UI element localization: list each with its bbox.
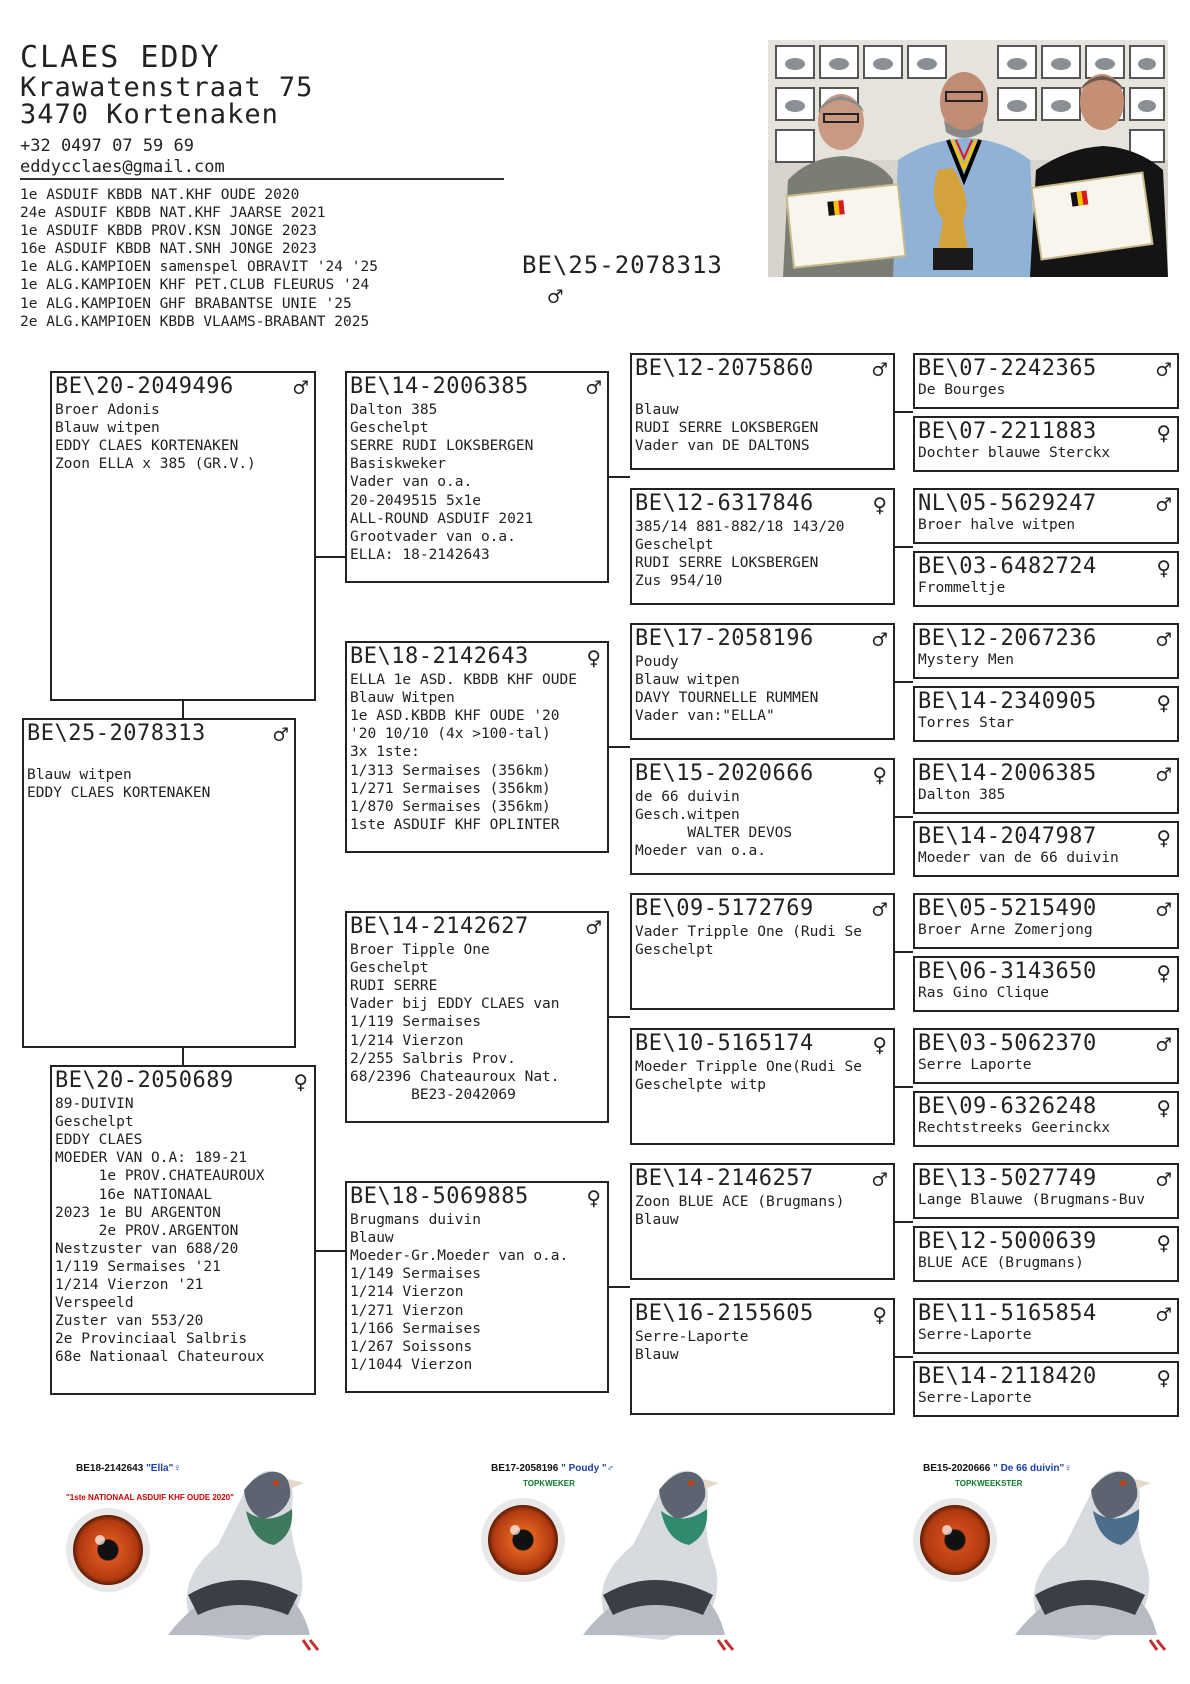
male-symbol-icon: ♂ [872,356,887,384]
pigeon-detail-line: Broer Arne Zomerjong [918,922,1093,938]
great-great-grandparent-box [913,758,1179,814]
card-ring: BE15-2020666 [923,1463,991,1474]
owner-phone: +32 0497 07 59 69 [20,136,194,156]
connector-line [182,701,184,718]
connector-line [316,556,345,558]
pigeon-detail-line: Blauw [635,1347,679,1364]
great-great-grandparent-box [913,1361,1179,1417]
pigeon-detail-line: 1/119 Sermaises [350,1014,481,1031]
connector-line [895,951,913,953]
great-great-grandparent-box [913,821,1179,877]
pigeon-detail-line: SERRE RUDI LOKSBERGEN [350,438,534,455]
pigeon-detail-line: 3x 1ste: [350,744,420,761]
connector-line [609,746,630,748]
pigeon-detail-line: Nestzuster van 688/20 [55,1240,239,1257]
pigeon-detail-line: Vader Tripple One (Rudi Se [635,924,862,940]
pigeon-detail-line: Serre-Laporte [918,1327,1032,1343]
pigeon-card [48,1445,348,1660]
male-symbol-icon: ♂ [1156,761,1171,789]
pigeon-detail-line: Moeder van o.a. [635,843,766,860]
pigeon-detail-line: 68e Nationaal Chateuroux [55,1349,265,1366]
ring-number: BE\12-2067236 [918,626,1097,651]
ring-number: BE\25-2078313 [27,721,206,746]
card-ring: BE17-2058196 [491,1463,559,1474]
female-symbol-icon: ♀ [293,1068,308,1096]
pigeon-detail-line: Blauw witpen [635,672,740,689]
main-ring-number: BE\25-2078313 [522,251,723,279]
pigeon-detail-line: 1/271 Vierzon [350,1302,464,1319]
pigeon-detail-line: Vader van o.a. [350,474,473,491]
pigeon-detail-line: RUDI SERRE [350,978,438,995]
pigeon-detail-line: 2e PROV.ARGENTON [55,1222,239,1239]
connector-line [895,681,913,683]
ring-number: BE\17-2058196 [635,626,814,651]
connector-line [895,546,913,548]
male-symbol-icon: ♂ [1156,896,1171,924]
female-symbol-icon: ♀ [1156,1229,1171,1257]
pigeon-detail-line: Zoon ELLA x 385 (GR.V.) [55,456,256,473]
header-divider [20,178,504,180]
pigeon-detail-line: 1/214 Vierzon '21 [55,1277,204,1293]
achievement-item: 16e ASDUIF KBDB NAT.SNH JONGE 2023 [20,241,317,258]
connector-line [609,476,630,478]
pigeon-detail-line: 1/1044 Vierzon [350,1356,473,1373]
male-symbol-icon: ♂ [293,374,308,402]
ring-number: BE\16-2155605 [635,1301,814,1326]
pigeon-detail-line: Ras Gino Clique [918,985,1049,1001]
pigeon-card [895,1445,1190,1660]
pigeon-detail-line: 385/14 881-882/18 143/20 [635,519,845,535]
ring-number: BE\13-5027749 [918,1166,1097,1191]
achievements-list [20,186,378,331]
great-grandparent-box [630,1028,895,1145]
achievement-item: 1e ALG.KAMPIOEN GHF BRABANTSE UNIE '25 [20,295,352,312]
female-symbol-icon: ♀ [1156,554,1171,582]
ring-number: BE\18-2142643 [350,644,529,669]
ring-number: BE\14-2142627 [350,914,529,939]
pigeon-detail-line: 1e PROV.CHATEAUROUX [55,1168,265,1185]
pigeon-detail-line: 89-DUIVIN [55,1096,134,1112]
pigeon-illustration [895,1445,1190,1660]
pigeon-detail-line: 1ste ASDUIF KHF OPLINTER [350,816,560,833]
female-symbol-icon: ♀ [872,491,887,519]
sire-box [50,371,316,701]
female-symbol-icon: ♀ [872,1301,887,1329]
ring-number: BE\03-6482724 [918,554,1097,579]
male-symbol-icon: ♂ [586,914,601,942]
great-grandparent-box [630,1163,895,1280]
pigeon-detail-line: Blauw [635,402,679,419]
pigeon-detail-line: 1/149 Sermaises [350,1266,481,1283]
pigeon-detail-line: Blauw witpen [55,420,160,437]
pigeon-detail-line: BE23-2042069 [350,1086,516,1103]
female-symbol-icon: ♀ [1156,824,1171,852]
pigeon-detail-line: Moeder-Gr.Moeder van o.a. [350,1248,569,1265]
female-symbol-icon: ♀ [173,1463,181,1474]
pigeon-detail-line: ELLA 1e ASD. KBDB KHF OUDE [350,672,577,688]
female-symbol-icon: ♀ [586,1184,601,1212]
card-subtitle: "1ste NATIONAAL ASDUIF KHF OUDE 2020" [66,1493,234,1502]
pigeon-detail-line: MOEDER VAN O.A: 189-21 [55,1150,248,1167]
pigeon-detail-line: Basiskweker [350,456,447,473]
pigeon-detail-line: Torres Star [918,715,1015,731]
owner-city: 3470 Kortenaken [20,99,279,130]
ring-number: BE\12-6317846 [635,491,814,516]
female-symbol-icon: ♀ [586,644,601,672]
pigeon-detail-line: Dochter blauwe Sterckx [918,445,1111,461]
ring-number: BE\14-2340905 [918,689,1097,714]
ring-number: BE\09-6326248 [918,1094,1097,1119]
pigeon-detail-line: Broer halve witpen [918,517,1076,533]
owner-photo [768,40,1168,277]
female-symbol-icon: ♀ [1156,1364,1171,1392]
great-grandparent-box [630,893,895,1010]
pigeon-detail-line: EDDY CLAES KORTENAKEN [27,785,211,802]
pigeon-detail-line: 1/267 Soissons [350,1338,473,1355]
ring-number: NL\05-5629247 [918,491,1097,516]
male-symbol-icon: ♂ [1156,626,1171,654]
pigeon-detail-line: EDDY CLAES [55,1132,143,1149]
ring-number: BE\18-5069885 [350,1184,529,1209]
pigeon-detail-line: Blauw [350,1230,394,1247]
pigeon-detail-line: WALTER DEVOS [635,825,793,842]
ring-number: BE\14-2146257 [635,1166,814,1191]
card-subtitle: TOPKWEEKSTER [955,1479,1023,1488]
male-symbol-icon: ♂ [273,721,288,749]
pigeon-detail-line: Zus 954/10 [635,573,723,590]
pigeon-detail-line: Serre-Laporte [918,1390,1032,1406]
male-symbol-icon: ♂ [1156,1166,1171,1194]
connector-line [895,1221,913,1223]
pigeon-detail-line: Serre-Laporte [635,1329,749,1345]
male-symbol-icon: ♂ [872,896,887,924]
pigeon-detail-line: ELLA: 18-2142643 [350,546,490,563]
connector-line [316,1250,345,1252]
pigeon-detail-line: 20-2049515 5x1e [350,492,481,509]
pigeon-detail-line: Brugmans duivin [350,1212,481,1228]
pigeon-detail-line: 2e Provinciaal Salbris [55,1331,248,1348]
achievement-item: 1e ASDUIF KBDB NAT.KHF OUDE 2020 [20,187,300,203]
male-symbol-icon: ♂ [606,1463,615,1474]
male-symbol-icon: ♂ [586,374,601,402]
great-grandparent-box [630,758,895,875]
ring-number: BE\07-2211883 [918,419,1097,444]
ring-number: BE\12-2075860 [635,356,814,381]
pigeon-detail-line: Geschelpt [350,960,429,977]
great-grandparent-box [630,353,895,470]
pigeon-illustration [463,1445,763,1660]
male-symbol-icon: ♂ [872,626,887,654]
great-great-grandparent-box [913,1091,1179,1147]
pigeon-detail-line: Grootvader van o.a. [350,528,516,545]
pigeon-detail-line: BLUE ACE (Brugmans) [918,1255,1084,1271]
pigeon-detail-line: 1/119 Sermaises '21 [55,1258,221,1275]
pigeon-detail-line: Dalton 385 [918,787,1006,803]
pigeon-detail-line: 16e NATIONAAL [55,1186,213,1203]
pigeon-detail-line: Zoon BLUE ACE (Brugmans) [635,1194,845,1210]
female-symbol-icon: ♀ [872,1031,887,1059]
male-symbol-icon: ♂ [1156,491,1171,519]
pigeon-detail-line: Poudy [635,654,679,670]
pigeon-detail-line: Geschelpt [635,942,714,959]
ring-number: BE\11-5165854 [918,1301,1097,1326]
pigeon-detail-line: 1/313 Sermaises (356km) [350,762,551,779]
owner-email[interactable]: eddycclaes@gmail.com [20,157,225,177]
female-symbol-icon: ♀ [872,761,887,789]
card-pigeon-name: " De 66 duivin" [993,1463,1065,1474]
great-great-grandparent-box [913,1298,1179,1354]
connector-line [895,411,913,413]
great-great-grandparent-box [913,956,1179,1012]
connector-line [609,1016,630,1018]
pigeon-detail-line: 2023 1e BU ARGENTON [55,1204,221,1221]
grandparent-box [345,641,609,853]
grandparent-box [345,911,609,1123]
female-symbol-icon: ♀ [1156,959,1171,987]
pigeon-detail-line: DAVY TOURNELLE RUMMEN [635,690,819,707]
ring-number: BE\20-2049496 [55,374,234,399]
achievement-item: 1e ALG.KAMPIOEN KHF PET.CLUB FLEURUS '24 [20,277,370,294]
pigeon-detail-line: Broer Tipple One [350,942,490,958]
ring-number: BE\05-5215490 [918,896,1097,921]
pigeon-detail-line: 1/870 Sermaises (356km) [350,798,551,815]
ring-number: BE\03-5062370 [918,1031,1097,1056]
female-symbol-icon: ♀ [1156,689,1171,717]
great-great-grandparent-box [913,1028,1179,1084]
great-great-grandparent-box [913,686,1179,742]
pigeon-detail-line: Dalton 385 [350,402,438,418]
pigeon-detail-line: 1/214 Vierzon [350,1284,464,1301]
connector-line [895,816,913,818]
pigeon-detail-line: EDDY CLAES KORTENAKEN [55,438,239,455]
pigeon-detail-line: 1e ASD.KBDB KHF OUDE '20 [350,708,560,725]
achievement-item: 1e ALG.KAMPIOEN samenspel OBRAVIT '24 '25 [20,259,378,276]
achievement-item: 24e ASDUIF KBDB NAT.KHF JAARSE 2021 [20,205,326,222]
pigeon-card [463,1445,763,1660]
pigeon-detail-line: Geschelpte witp [635,1077,766,1094]
pigeon-detail-line: Geschelpt [350,420,429,437]
ring-number: BE\07-2242365 [918,356,1097,381]
great-great-grandparent-box [913,623,1179,679]
ring-number: BE\14-2118420 [918,1364,1097,1389]
owner-street: Krawatenstraat 75 [20,72,314,103]
great-great-grandparent-box [913,1226,1179,1282]
achievement-item: 2e ALG.KAMPIOEN KBDB VLAAMS-BRABANT 2025 [20,313,370,330]
pigeon-detail-line: Geschelpt [635,537,714,554]
pigeon-detail-line: Vader bij EDDY CLAES van [350,996,560,1013]
card-ring: BE18-2142643 [76,1463,144,1474]
great-grandparent-box [630,623,895,740]
female-symbol-icon: ♀ [1156,419,1171,447]
great-grandparent-box [630,1298,895,1415]
pigeon-detail-line: 1/271 Sermaises (356km) [350,780,551,797]
card-pigeon-name: "Ella" [146,1463,174,1474]
pigeon-detail-line: 2/255 Salbris Prov. [350,1050,516,1067]
pigeon-detail-line: 1/166 Sermaises [350,1320,481,1337]
achievement-item: 1e ASDUIF KBDB PROV.KSN JONGE 2023 [20,223,317,240]
pigeon-detail-line: '20 10/10 (4x >100-tal) [350,726,551,743]
female-symbol-icon: ♀ [1064,1463,1072,1474]
ring-number: BE\14-2006385 [918,761,1097,786]
pigeon-detail-line: Zuster van 553/20 [55,1313,204,1330]
female-symbol-icon: ♀ [1156,1094,1171,1122]
great-great-grandparent-box [913,488,1179,544]
pigeon-detail-line: Serre Laporte [918,1057,1032,1073]
pigeon-detail-line: 68/2396 Chateauroux Nat. [350,1068,560,1085]
great-great-grandparent-box [913,353,1179,409]
pigeon-detail-line: Blauw witpen [27,767,132,784]
ring-number: BE\15-2020666 [635,761,814,786]
pigeon-detail-line: Moeder Tripple One(Rudi Se [635,1059,862,1075]
pigeon-detail-line: Vader van:"ELLA" [635,708,775,725]
grandparent-box [345,1181,609,1393]
connector-line [895,1356,913,1358]
great-great-grandparent-box [913,893,1179,949]
great-great-grandparent-box [913,416,1179,472]
dam-box [50,1065,316,1395]
pigeon-detail-line: De Bourges [918,382,1006,398]
pigeon-detail-line: Frommeltje [918,580,1006,596]
pigeon-detail-line: Broer Adonis [55,402,160,418]
ring-number: BE\14-2006385 [350,374,529,399]
ring-number: BE\09-5172769 [635,896,814,921]
pigeon-detail-line: RUDI SERRE LOKSBERGEN [635,555,819,572]
great-great-grandparent-box [913,1163,1179,1219]
great-grandparent-box [630,488,895,605]
pigeon-detail-line: ALL-ROUND ASDUIF 2021 [350,510,534,527]
grandparent-box [345,371,609,583]
pigeon-detail-line: Moeder van de 66 duivin [918,850,1119,866]
pigeon-detail-line: Blauw Witpen [350,690,455,707]
male-symbol-icon: ♂ [1156,1301,1171,1329]
subject-box [22,718,296,1048]
ring-number: BE\12-5000639 [918,1229,1097,1254]
great-great-grandparent-box [913,551,1179,607]
ring-number: BE\10-5165174 [635,1031,814,1056]
connector-line [609,1286,630,1288]
pigeon-detail-line: de 66 duivin [635,789,740,805]
pigeon-detail-line: Gesch.witpen [635,807,740,824]
ring-number: BE\06-3143650 [918,959,1097,984]
ring-number: BE\20-2050689 [55,1068,234,1093]
pigeon-detail-line: Vader van DE DALTONS [635,438,810,455]
card-pigeon-name: " Poudy " [561,1463,607,1474]
male-symbol-icon: ♂ [548,283,563,311]
connector-line [182,1048,184,1065]
pigeon-detail-line: Verspeeld [55,1295,134,1312]
connector-line [895,1086,913,1088]
card-subtitle: TOPKWEKER [523,1479,575,1488]
pigeon-detail-line: 1/214 Vierzon [350,1032,464,1049]
pigeon-detail-line: Blauw [635,1212,679,1229]
pigeon-illustration [48,1445,348,1660]
male-symbol-icon: ♂ [872,1166,887,1194]
male-symbol-icon: ♂ [1156,1031,1171,1059]
pigeon-detail-line: Mystery Men [918,652,1015,668]
pigeon-detail-line: Geschelpt [55,1114,134,1131]
male-symbol-icon: ♂ [1156,356,1171,384]
pigeon-detail-line: Rechtstreeks Geerinckx [918,1120,1111,1136]
ring-number: BE\14-2047987 [918,824,1097,849]
pigeon-detail-line: Lange Blauwe (Brugmans-Buv [918,1192,1145,1208]
owner-name: CLAES EDDY [20,40,221,75]
pigeon-detail-line: RUDI SERRE LOKSBERGEN [635,420,819,437]
